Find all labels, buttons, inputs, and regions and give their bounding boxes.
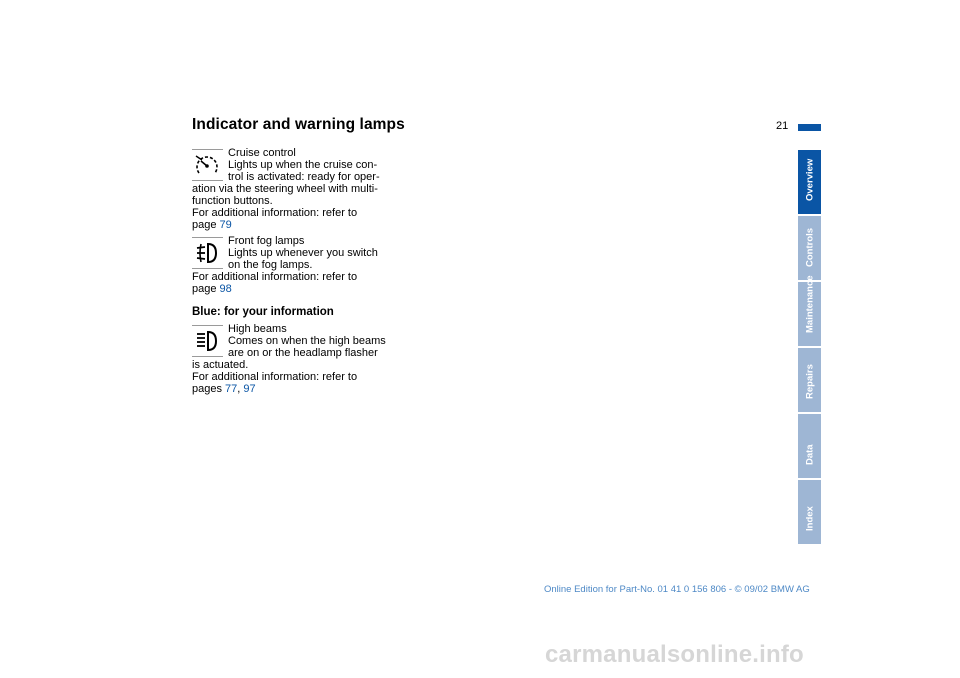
tab-label: Overview (804, 158, 815, 201)
entry-text-line: function buttons. (192, 195, 273, 207)
tab-label: Maintenance (804, 275, 815, 333)
page-marker-bar (798, 124, 821, 131)
page-reference-separator: , (237, 383, 244, 395)
entry-text-line: Lights up whenever you switch (228, 247, 378, 259)
page-link-77[interactable]: 77 (225, 383, 238, 395)
page-reference-prefix: page (192, 219, 220, 231)
high-beam-icon (192, 325, 223, 357)
entry-text-line: For additional information: refer to (192, 207, 358, 219)
tab-maintenance[interactable] (798, 275, 821, 346)
page-link-98[interactable]: 98 (219, 283, 232, 295)
page-number: 21 (776, 120, 789, 132)
entry-title: High beams (228, 323, 287, 335)
tab-label: Data (804, 444, 815, 465)
entry-text-line: Comes on when the high beams (228, 335, 386, 347)
tab-label: Repairs (804, 364, 815, 399)
page-reference-prefix: pages (192, 383, 226, 395)
tab-label: Controls (804, 227, 815, 267)
page-reference (192, 219, 232, 231)
page-title: Indicator and warning lamps (192, 116, 405, 133)
tab-data[interactable] (798, 414, 821, 478)
page-link-97[interactable]: 97 (243, 383, 256, 395)
entry-text-line: Lights up when the cruise con- (228, 159, 378, 171)
tab-index[interactable] (798, 480, 821, 544)
page-reference-prefix: page (192, 283, 220, 295)
entry-text-line: trol is activated: ready for oper- (228, 171, 380, 183)
entry-text-line: ation via the steering wheel with multi- (192, 183, 378, 195)
tab-overview[interactable] (798, 150, 821, 214)
front-fog-lamps-entry (192, 234, 392, 298)
footer-edition-note: Online Edition for Part-No. 01 41 0 156 806 - © 09/02 BMW AG (544, 584, 810, 595)
entry-text-line: are on or the headlamp flasher (228, 347, 378, 359)
page-reference (192, 383, 256, 395)
tab-label: Index (804, 506, 815, 531)
entry-title: Cruise control (228, 147, 296, 159)
page-reference (192, 283, 232, 295)
entry-text-line: is actuated. (192, 359, 249, 371)
section-subheading: Blue: for your information (192, 306, 334, 318)
tab-controls[interactable] (798, 216, 821, 280)
entry-text-line: For additional information: refer to (192, 271, 358, 283)
high-beams-entry (192, 322, 392, 398)
entry-text-line: For additional information: refer to (192, 371, 358, 383)
page-link-79[interactable]: 79 (219, 219, 232, 231)
watermark: carmanualsonline.info (545, 641, 804, 668)
cruise-control-icon (192, 149, 223, 181)
entry-title: Front fog lamps (228, 235, 305, 247)
entry-text-line: on the fog lamps. (228, 259, 313, 271)
tab-repairs[interactable] (798, 348, 821, 412)
cruise-control-entry (192, 146, 392, 236)
front-fog-lamp-icon (192, 237, 223, 269)
